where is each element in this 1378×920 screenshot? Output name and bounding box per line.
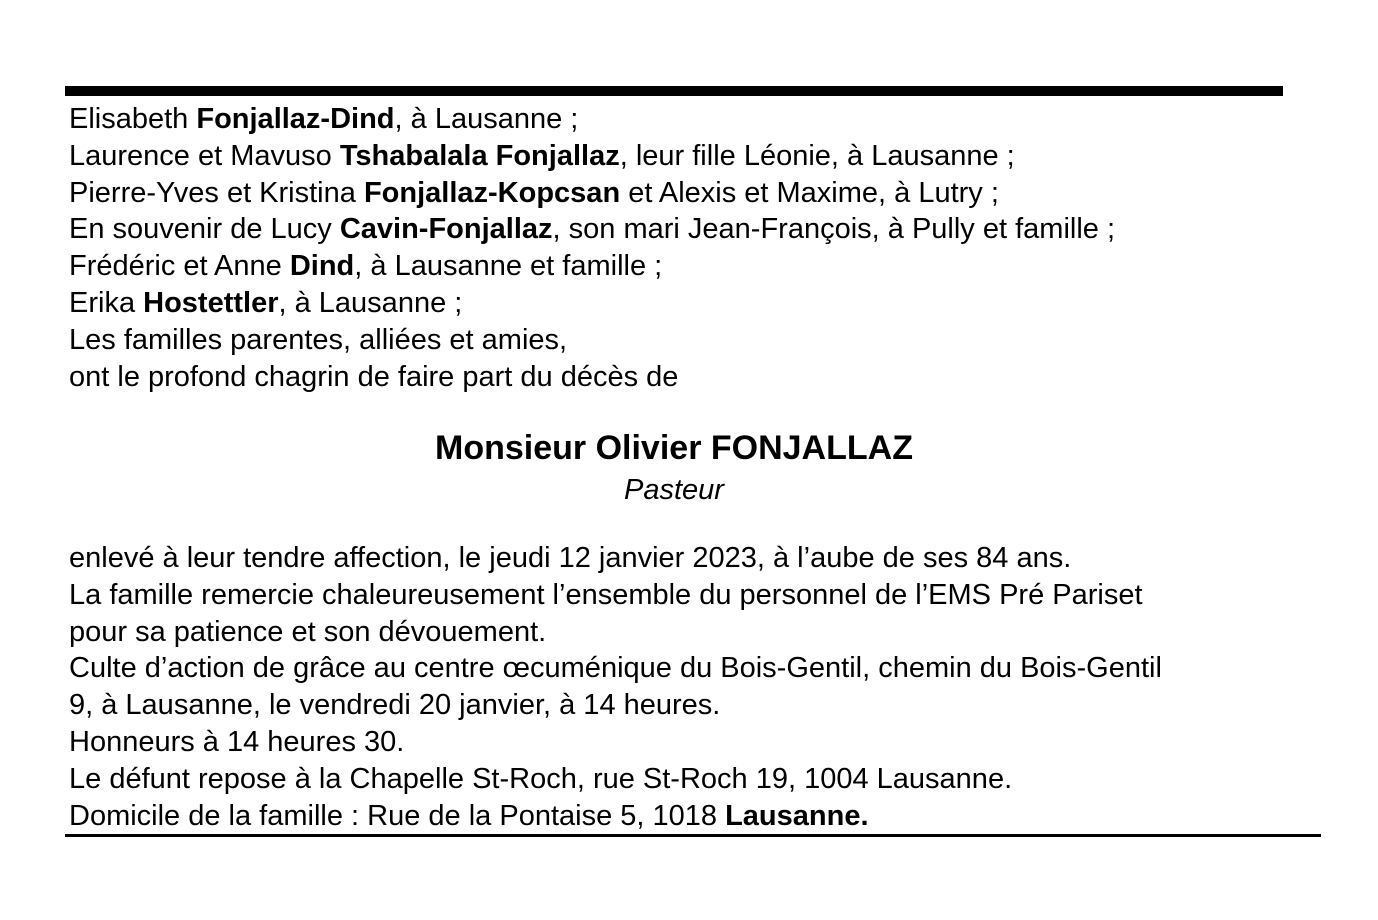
family-line: Laurence et Mavuso Tshabalala Fonjallaz, leur fille Léonie, à Lausanne ;	[69, 139, 1015, 172]
family-surname: Hostettler	[143, 286, 279, 319]
detail-line: pour sa patience et son dévouement.	[69, 615, 547, 648]
family-surname: Fonjallaz-Dind	[196, 103, 395, 135]
deceased-name: Monsieur Olivier FONJALLAZ	[435, 429, 913, 467]
family-line: Frédéric et Anne Dind, à Lausanne et famille ;	[69, 250, 663, 283]
family-line: En souvenir de Lucy Cavin-Fonjallaz, son mari Jean-François, à Pully et famille ;	[69, 213, 1116, 246]
intro-line: ont le profond chagrin de faire part du décès de	[69, 360, 679, 393]
detail-line: 9, à Lausanne, le vendredi 20 janvier, à 14 heures.	[69, 689, 721, 722]
family-line: Erika Hostettler, à Lausanne ;	[69, 286, 463, 319]
detail-line: La famille remercie chaleureusement l’ensemble du personnel de l’EMS Pré Pariset	[69, 578, 1143, 611]
family-surname: Dind	[289, 250, 355, 283]
family-line: Elisabeth Fonjallaz-Dind, à Lausanne ;	[69, 103, 579, 135]
domicile-city: Lausanne.	[725, 799, 869, 832]
announcement-details	[69, 540, 1162, 834]
bottom-rule	[65, 834, 1321, 837]
detail-line: Culte d’action de grâce au centre œcuménique du Bois-Gentil, chemin du Bois-Gentil	[69, 652, 1162, 685]
domicile-line: Domicile de la famille : Rue de la Pontaise 5, 1018 Lausanne.	[69, 799, 869, 832]
intro-line: Les familles parentes, alliées et amies,	[69, 323, 568, 356]
family-list	[69, 101, 1115, 395]
family-line: Pierre-Yves et Kristina Fonjallaz-Kopcsan et Alexis et Maxime, à Lutry ;	[69, 176, 999, 209]
detail-line: Honneurs à 14 heures 30.	[69, 725, 405, 758]
family-surname: Tshabalala Fonjallaz	[339, 139, 620, 172]
family-surname: Fonjallaz-Kopcsan	[363, 176, 621, 209]
deceased-role: Pasteur	[624, 474, 724, 506]
family-surname: Cavin-Fonjallaz	[339, 213, 553, 246]
detail-line: Le défunt repose à la Chapelle St-Roch, rue St-Roch 19, 1004 Lausanne.	[69, 762, 1013, 795]
detail-line: enlevé à leur tendre affection, le jeudi 12 janvier 2023, à l’aube de ses 84 ans.	[69, 542, 1072, 574]
top-rule	[65, 86, 1283, 96]
